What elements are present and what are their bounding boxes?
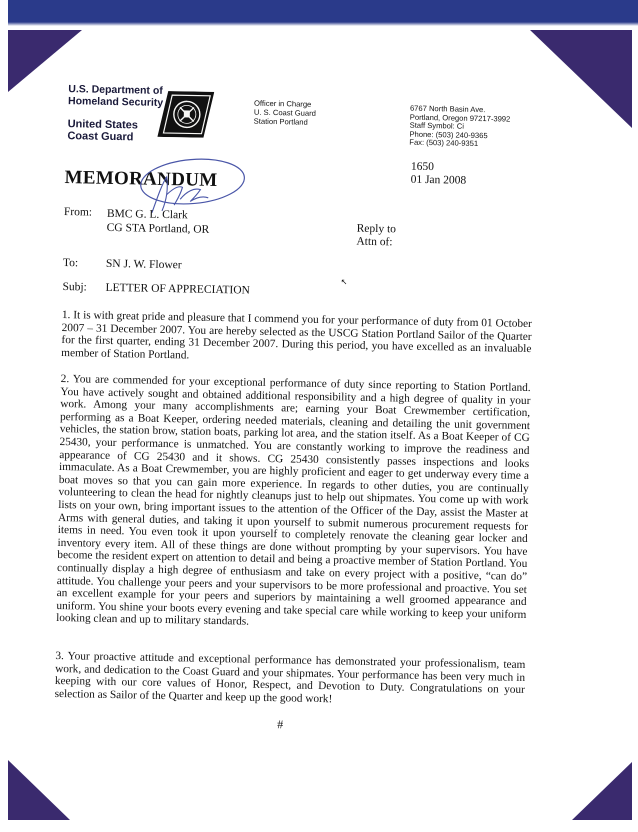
agency-name [68,83,164,109]
reply-line-1: Reply to [356,222,397,236]
subject-line: LETTER OF APPRECIATION [105,281,250,297]
memo-title: MEMORANDUM [64,167,218,191]
from-unit: CG STA Portland, OR [106,221,210,236]
address-line-1: 6767 North Basin Ave. [409,103,486,115]
from-label: From: [63,206,93,219]
reply-block [356,223,396,250]
office-line-3: Station Portland [253,116,308,127]
from-block [107,207,210,237]
address-line-2: Portland, Oregon 97217-3992 [409,112,511,124]
office-block [254,99,317,127]
office-line-2: U. S. Coast Guard [253,107,317,118]
memo-date: 01 Jan 2008 [410,173,467,187]
service-line-2: Coast Guard [67,130,134,144]
ssic-date-block [410,161,466,188]
to-label: To: [62,257,79,270]
office-line-1: Officer in Charge [253,98,312,109]
phone-number: Phone: (503) 240-9365 [409,129,488,140]
stray-mark: ↖ [340,277,348,287]
agency-line-2: Homeland Security [67,95,164,109]
to-recipient: SN J. W. Flower [105,257,182,272]
service-line-1: United States [67,118,139,132]
ssic-code: 1650 [410,160,434,174]
end-mark: # [277,717,284,732]
agency-line-1: U.S. Department of [68,83,163,97]
staff-symbol: Staff Symbol: Ci [409,120,465,131]
coast-guard-seal-icon [157,91,214,138]
service-name [67,118,138,143]
paragraph-1: 1. It is with great pride and pleasure that I commend you for your performance of duty from 01 October 2007 – 31 December 2007. You are hereby selected as the USCG Station Portland Sailor of the Quarter for the first quarter, ending 31 December 2007. During this period, you have excelled as an invaluable member of Station Portland. [61,309,532,362]
paragraph-2: 2. You are commended for your exceptional performance of duty since reporting to Station Portland. You have actively sought and obtained additional responsibility and a high degree of quality in your work. Among your many accomplishments are; earning your Boat Crewmember certification, performing as a Boat Keeper, ordering needed materials, cleaning and detailing the unit government vehicles, the station brow, station boats, parking lot area, and the station itself. As a Boat Keeper of CG 25430, your performance is unmatched. You are constantly working to improve the readiness and appearance of CG 25430 and it shows. CG 25430 consistently passes inspections and looks immaculate. As a Boat Crewmember, you are highly proficient and eager to get underway every time a boat moves so that you can gain more experience. In regards to other duties, you are continually volunteering to clean the head for nightly cleanups just to help out shipmates. You come up with work lists on your own, bring important issues to the attention of the Officer of the Day, assist the Master at Arms with general duties, and taking it upon yourself to submit numerous procurement requests for items in need. You even took it upon yourself to completely renovate the cleaning gear locker and inventory every item. All of these things are done without prompting by your supervisors. You have become the resident expert on attention to detail and being a proactive member of Station Portland. You continually display a high degree of enthusiasm and take on every project with a positive, “can do” attitude. You challenge your peers and your supervisors to be more professional and proactive. You set an excellent example for your peers and superiors by maintaining a well groomed appearance and uniform. You shine your boots every evening and take special care while working to keep your uniform looking clean and up to military standards. [56,373,531,628]
subject-label: Subj: [62,281,87,294]
from-name: BMC G. L. Clark [106,207,188,222]
paragraph-3: 3. Your proactive attitude and exceptional performance has demonstrated your professionalism, team work, and dedication to the Coast Guard and your shipmates. Your performance has been very much in keeping with our core values of Honor, Respect, and Devotion to Duty. Congratulations on your selection as Sailor of the Quarter and keep up the good work! [54,649,526,706]
address-block [409,105,510,150]
fax-number: Fax: (503) 240-9351 [409,138,479,149]
reply-line-2: Attn of: [356,235,393,249]
